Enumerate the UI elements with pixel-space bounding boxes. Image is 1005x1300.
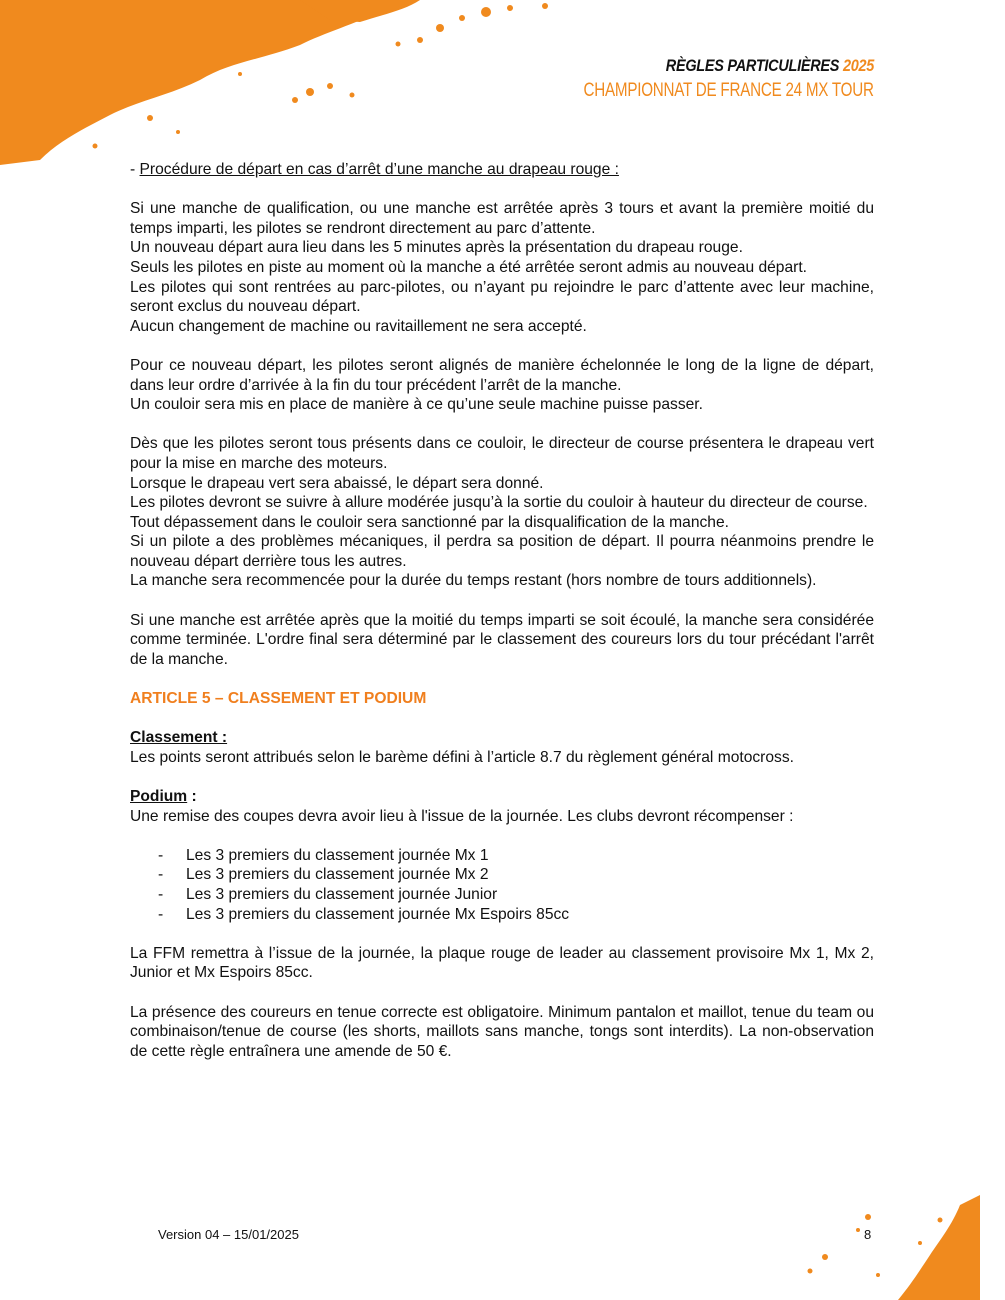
document-header-subtitle: CHAMPIONNAT DE FRANCE 24 MX TOUR	[583, 80, 874, 101]
podium-colon: :	[187, 788, 197, 805]
document-body	[130, 160, 874, 1061]
list-item: - Les 3 premiers du classement journée Mx 2	[158, 866, 489, 884]
classement-heading: Classement :	[130, 729, 228, 747]
classement-text: Les points seront attribués selon le barème défini à l’article 8.7 du règlement général motocross.	[130, 748, 794, 766]
paragraph: Si un pilote a des problèmes mécaniques, il perdra sa position de départ. Il pourra néanmoins prendre le nouveau départ derrière tous les autres.	[130, 533, 874, 570]
list-dash: -	[158, 846, 164, 864]
article-5-heading: ARTICLE 5 – CLASSEMENT ET PODIUM	[130, 690, 427, 708]
procedure-heading	[130, 160, 874, 180]
footer-brush-decoration	[780, 1195, 980, 1300]
paragraph: La manche sera recommencée pour la durée du temps restant (hors nombre de tours additionnels).	[130, 572, 817, 590]
header-title-main: RÈGLES PARTICULIÈRES	[665, 56, 840, 75]
paragraph: Si une manche est arrêtée après que la moitié du temps imparti se soit écoulé, la manche sera considérée comme terminée. L'ordre final sera déterminé par le classement des coureurs lors du tour précédant l'arrêt de la manche.	[130, 611, 874, 668]
paragraph: Aucun changement de machine ou ravitaillement ne sera accepté.	[130, 317, 587, 335]
header-brush-decoration	[0, 0, 580, 170]
paragraph: Dès que les pilotes seront tous présents dans ce couloir, le directeur de course présentera le drapeau vert pour la mise en marche des moteurs.	[130, 435, 874, 472]
paragraph: Les pilotes devront se suivre à allure modérée jusqu’à la sortie du couloir à hauteur du directeur de course.	[130, 494, 868, 512]
list-item: - Les 3 premiers du classement journée Mx 1	[158, 846, 489, 864]
tenue-paragraph: La présence des coureurs en tenue correcte est obligatoire. Minimum pantalon et maillot, tenue du team ou combinaison/tenue de course (les shorts, maillots sans manche, tongs sont interdits). La non-observation de cette règle entraînera une amende de 50 €.	[130, 1003, 874, 1060]
paragraph: Seuls les pilotes en piste au moment où la manche a été arrêtée seront admis au nouveau départ.	[130, 258, 808, 276]
list-dash: -	[158, 885, 164, 903]
paragraph: Les pilotes qui sont rentrées au parc-pilotes, ou n’ayant pu rejoindre le parc d’attente avec leur machine, seront exclus du nouveau départ.	[130, 278, 874, 316]
podium-list	[130, 846, 874, 924]
paragraph: Un couloir sera mis en place de manière à ce qu’une seule machine puisse passer.	[130, 396, 703, 414]
paragraph: Pour ce nouveau départ, les pilotes seront alignés de manière échelonnée le long de la ligne de départ, dans leur ordre d’arrivée à la fin du tour précédent l’arrêt de la manche.	[130, 356, 874, 394]
list-item: - Les 3 premiers du classement journée Junior	[158, 885, 498, 903]
procedure-prefix: -	[130, 161, 140, 178]
list-dash: -	[158, 866, 164, 884]
footer-page-number: 8	[864, 1227, 872, 1242]
podium-intro: Une remise des coupes devra avoir lieu à l'issue de la journée. Les clubs devront récompenser :	[130, 807, 794, 825]
ffm-paragraph: La FFM remettra à l’issue de la journée, la plaque rouge de leader au classement provisoire Mx 1, Mx 2, Junior et Mx Espoirs 85cc.	[130, 944, 874, 982]
podium-title: Podium	[130, 788, 188, 805]
paragraph: Un nouveau départ aura lieu dans les 5 minutes après la présentation du drapeau rouge.	[130, 239, 743, 257]
document-header-title	[666, 56, 874, 76]
procedure-title: Procédure de départ en cas d’arrêt d’une manche au drapeau rouge :	[139, 161, 619, 178]
paragraph: Lorsque le drapeau vert sera abaissé, le départ sera donné.	[130, 474, 544, 492]
header-title-year: 2025	[842, 56, 874, 75]
footer-version: Version 04 – 15/01/2025	[158, 1227, 299, 1242]
paragraph: Si une manche de qualification, ou une manche est arrêtée après 3 tours et avant la première moitié du temps imparti, les pilotes se rendront directement au parc d’attente.	[130, 200, 874, 237]
list-item: - Les 3 premiers du classement journée Mx Espoirs 85cc	[158, 905, 570, 923]
podium-heading	[130, 787, 874, 807]
list-dash: -	[158, 905, 164, 923]
paragraph: Tout dépassement dans le couloir sera sanctionné par la disqualification de la manche.	[130, 513, 729, 531]
